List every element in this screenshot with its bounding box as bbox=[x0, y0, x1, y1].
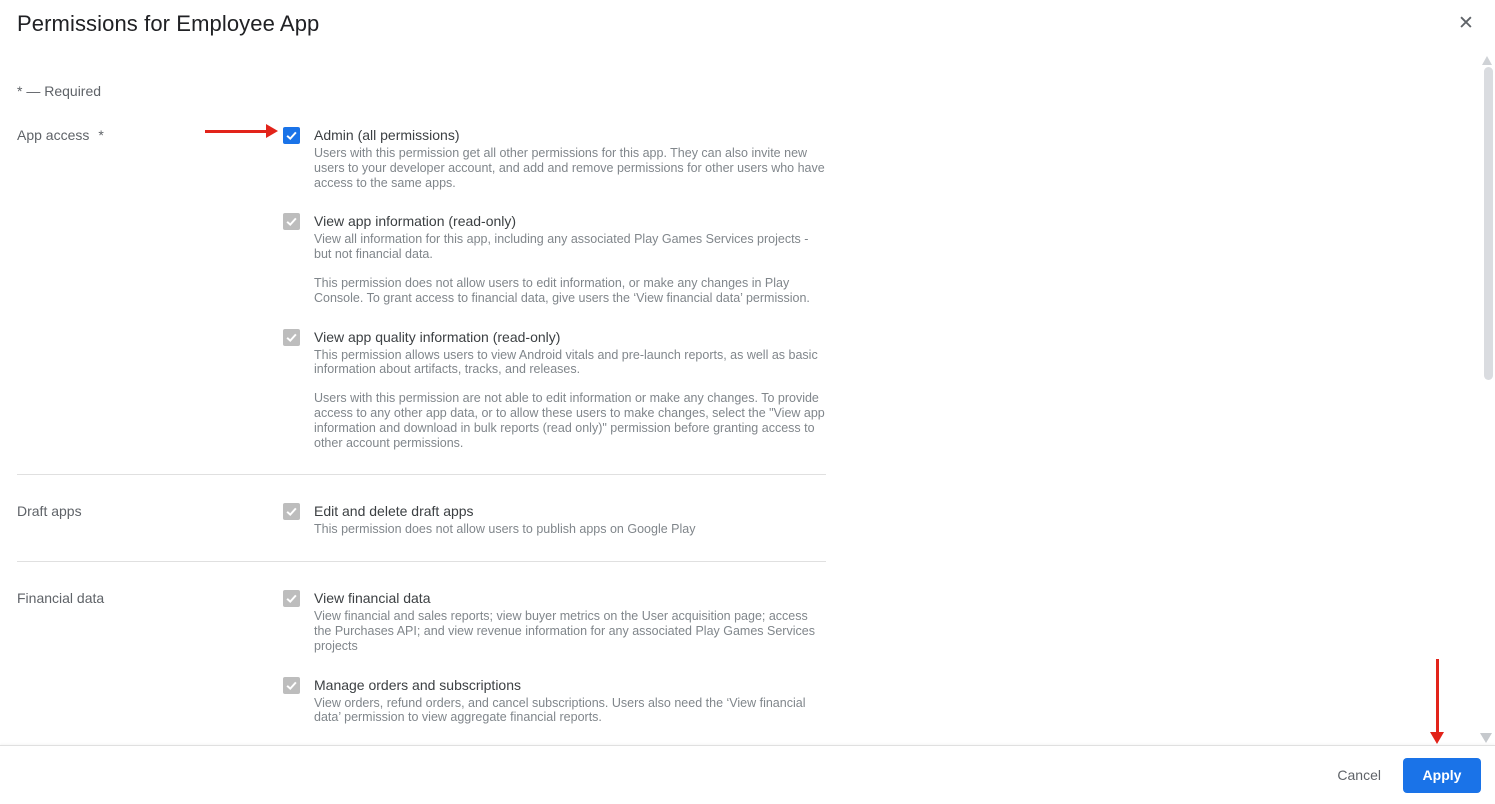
permission-text bbox=[314, 676, 826, 726]
arrow-head bbox=[1430, 732, 1444, 744]
permission-title: Manage orders and subscriptions bbox=[314, 676, 522, 693]
checkbox-edit-delete-drafts bbox=[283, 503, 300, 520]
arrow-shaft bbox=[205, 130, 267, 133]
permission-list bbox=[283, 589, 826, 725]
required-star: * bbox=[98, 127, 104, 143]
permission-title: View financial data bbox=[314, 590, 431, 607]
check-icon bbox=[284, 678, 299, 693]
section-label-draft-apps bbox=[17, 502, 283, 520]
section-draft-apps bbox=[17, 475, 826, 537]
permission-description: View all information for this app, including any associated Play Games Services projects - but not financial data. bbox=[314, 232, 809, 262]
scrollbar-up-arrow-icon[interactable] bbox=[1482, 56, 1492, 65]
permission-manage-orders bbox=[283, 676, 826, 726]
arrow-shaft bbox=[1436, 659, 1439, 733]
permission-view-financial-data bbox=[283, 589, 826, 653]
permission-view-app-info bbox=[283, 212, 826, 305]
scrollbar-thumb[interactable] bbox=[1484, 67, 1493, 380]
permission-description: View financial and sales reports; view buyer metrics on the User acquisition page; access the Purchases API; and view revenue information for any associated Play Games Services projects bbox=[314, 609, 815, 653]
check-icon bbox=[284, 214, 299, 229]
permission-description: This permission does not allow users to edit information, or make any changes in Play Console. To grant access to financial data, give users the ‘View financial data’ permission. bbox=[314, 275, 810, 305]
check-icon bbox=[284, 128, 299, 143]
permission-description: Users with this permission are not able to edit information or make any changes. To provide access to any other app data, or to allow these users to make changes, select the "View app information and download in bulk reports (read only)" permission before granting access to other account permissions. bbox=[314, 391, 825, 450]
close-icon[interactable]: ✕ bbox=[1455, 13, 1477, 35]
permission-text bbox=[314, 502, 826, 537]
dialog-footer bbox=[0, 745, 1495, 804]
permission-edit-delete-drafts bbox=[283, 502, 826, 537]
dialog-content bbox=[17, 83, 826, 750]
required-note: * — Required bbox=[17, 83, 102, 99]
section-financial-data bbox=[17, 562, 826, 725]
checkbox-view-financial-data bbox=[283, 590, 300, 607]
check-icon bbox=[284, 330, 299, 345]
permission-description: This permission does not allow users to publish apps on Google Play bbox=[314, 522, 696, 537]
permission-text bbox=[314, 212, 826, 305]
checkbox-admin[interactable] bbox=[283, 127, 300, 144]
permission-title: Admin (all permissions) bbox=[314, 127, 460, 143]
section-label-text: App access bbox=[17, 127, 90, 143]
checkbox-manage-orders bbox=[283, 677, 300, 694]
checkbox-view-app-quality bbox=[283, 329, 300, 346]
permission-title: View app information (read-only) bbox=[314, 213, 517, 230]
cancel-button[interactable]: Cancel bbox=[1325, 759, 1393, 791]
permission-admin bbox=[283, 126, 826, 190]
permission-description: Users with this permission get all other permissions for this app. They can also invite new users to your developer account, and add and remove permissions for other users who have access to the same apps. bbox=[314, 146, 825, 190]
permission-description: This permission allows users to view Android vitals and pre-launch reports, as well as basic information about artifacts, tracks, and releases. bbox=[314, 347, 818, 377]
checkbox-view-app-info bbox=[283, 213, 300, 230]
red-arrow-right-icon bbox=[205, 124, 278, 138]
permission-title: View app quality information (read-only) bbox=[314, 328, 561, 345]
section-label-text: Draft apps bbox=[17, 503, 82, 520]
permission-list bbox=[283, 126, 826, 450]
red-arrow-down-icon bbox=[1429, 659, 1445, 744]
permission-list bbox=[283, 502, 826, 537]
permission-view-app-quality bbox=[283, 328, 826, 451]
permission-text bbox=[314, 328, 826, 451]
section-app-access bbox=[17, 99, 826, 450]
permission-text bbox=[314, 589, 826, 653]
arrow-head bbox=[266, 124, 278, 138]
permission-text bbox=[314, 126, 826, 190]
permission-title: Edit and delete draft apps bbox=[314, 503, 474, 520]
permission-description: View orders, refund orders, and cancel subscriptions. Users also need the ‘View financial data’ permission to view aggregate financial reports. bbox=[314, 695, 806, 725]
check-icon bbox=[284, 591, 299, 606]
section-label-text: Financial data bbox=[17, 590, 105, 607]
scrollbar-down-arrow-icon[interactable] bbox=[1480, 733, 1492, 743]
check-icon bbox=[284, 504, 299, 519]
section-label-financial-data bbox=[17, 589, 283, 607]
dialog-title: Permissions for Employee App bbox=[17, 11, 320, 36]
apply-button[interactable]: Apply bbox=[1403, 758, 1481, 793]
